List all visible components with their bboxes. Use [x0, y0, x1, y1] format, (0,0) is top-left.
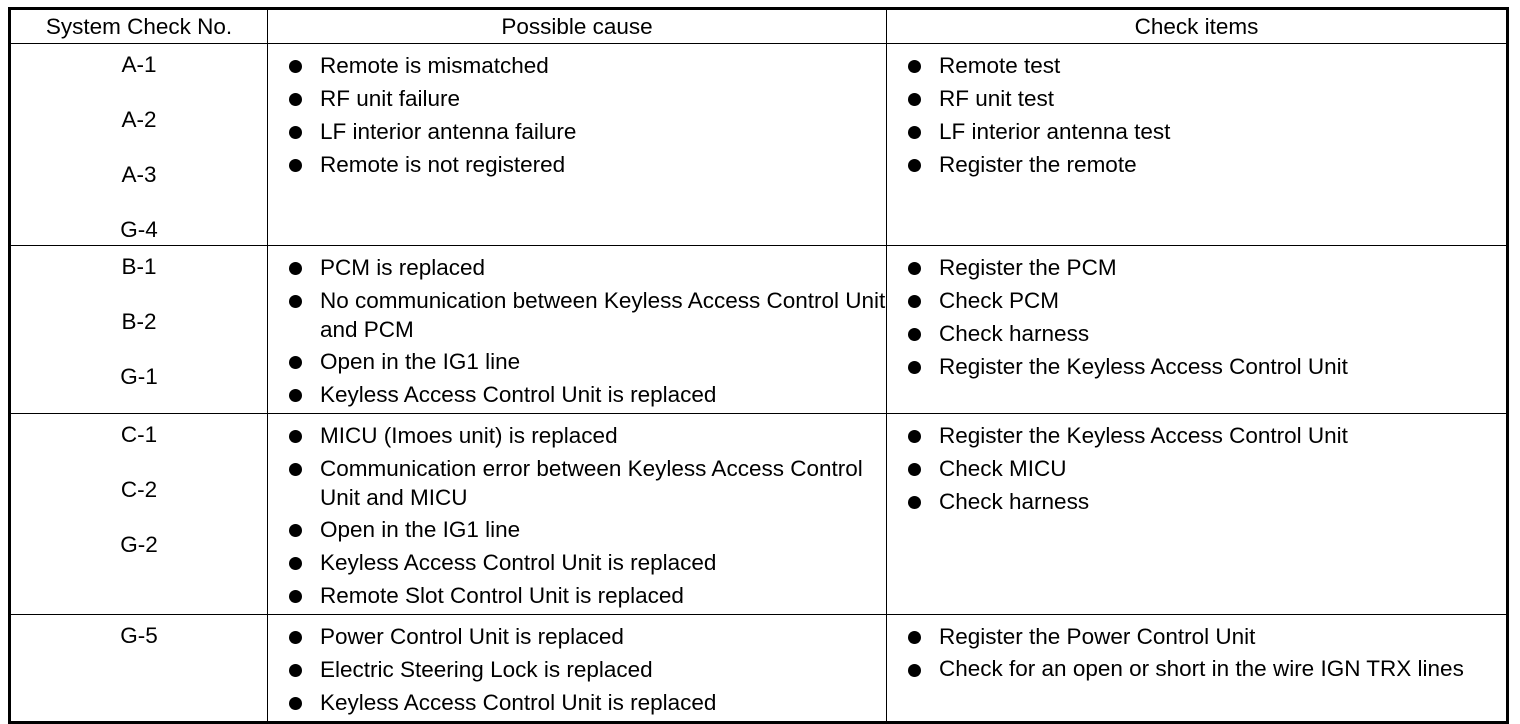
cause-list	[268, 44, 886, 180]
bullet-icon	[908, 93, 921, 106]
bullet-icon	[289, 631, 302, 644]
bullet-icon	[289, 389, 302, 402]
bullet-icon	[908, 463, 921, 476]
system-check-code: C-1	[120, 422, 158, 447]
cause-item: Power Control Unit is replaced	[268, 622, 886, 652]
possible-cause-cell	[268, 246, 887, 414]
check-item: Check PCM	[887, 286, 1506, 316]
possible-cause-cell	[268, 414, 887, 615]
cause-item: Communication error between Keyless Access Control Unit and MICU	[268, 454, 886, 512]
check-item: Check harness	[887, 487, 1506, 517]
check-items-cell	[887, 414, 1508, 615]
cause-list	[268, 414, 886, 611]
check-list	[887, 414, 1506, 517]
bullet-icon	[289, 430, 302, 443]
check-item: Remote test	[887, 51, 1506, 81]
system-check-code: G-1	[120, 364, 158, 389]
bullet-icon	[908, 126, 921, 139]
bullet-icon	[289, 60, 302, 73]
bullet-icon	[908, 496, 921, 509]
cause-item: MICU (Imoes unit) is replaced	[268, 421, 886, 451]
system-check-cell	[10, 615, 268, 723]
check-item: RF unit test	[887, 84, 1506, 114]
bullet-icon	[908, 295, 921, 308]
system-check-code: C-2	[120, 477, 158, 502]
bullet-icon	[908, 361, 921, 374]
cause-item: Keyless Access Control Unit is replaced	[268, 688, 886, 718]
bullet-icon	[289, 126, 302, 139]
bullet-icon	[908, 631, 921, 644]
check-list	[887, 615, 1506, 683]
header-possible-cause: Possible cause	[268, 9, 887, 44]
cause-item: PCM is replaced	[268, 253, 886, 283]
check-items-cell	[887, 44, 1508, 246]
bullet-icon	[289, 93, 302, 106]
system-check-code: A-3	[121, 162, 157, 187]
system-check-code: G-5	[120, 623, 158, 648]
system-check-code: A-1	[121, 52, 157, 77]
table-row	[10, 615, 1508, 723]
check-item: Register the Keyless Access Control Unit	[887, 421, 1506, 451]
bullet-icon	[289, 159, 302, 172]
check-item: Register the Keyless Access Control Unit	[887, 352, 1506, 382]
cause-item: Electric Steering Lock is replaced	[268, 655, 886, 685]
system-check-code: B-1	[121, 254, 157, 279]
check-item: LF interior antenna test	[887, 117, 1506, 147]
possible-cause-cell	[268, 615, 887, 723]
bullet-icon	[908, 262, 921, 275]
bullet-icon	[908, 430, 921, 443]
cause-item: Open in the IG1 line	[268, 347, 886, 377]
check-item: Check MICU	[887, 454, 1506, 484]
table-row	[10, 414, 1508, 615]
bullet-icon	[289, 590, 302, 603]
bullet-icon	[289, 664, 302, 677]
bullet-icon	[289, 463, 302, 476]
bullet-icon	[289, 697, 302, 710]
bullet-icon	[289, 262, 302, 275]
cause-item: Keyless Access Control Unit is replaced	[268, 380, 886, 410]
check-list	[887, 44, 1506, 180]
cause-list	[268, 246, 886, 410]
possible-cause-cell	[268, 44, 887, 246]
cause-item: Keyless Access Control Unit is replaced	[268, 548, 886, 578]
check-item: Register the remote	[887, 150, 1506, 180]
cause-item: Open in the IG1 line	[268, 515, 886, 545]
header-system-check: System Check No.	[10, 9, 268, 44]
table-row	[10, 44, 1508, 246]
system-check-code: G-2	[120, 532, 158, 557]
bullet-icon	[289, 557, 302, 570]
bullet-icon	[908, 60, 921, 73]
bullet-icon	[289, 524, 302, 537]
system-check-table	[8, 7, 1509, 724]
check-item: Check for an open or short in the wire IGN TRX lines	[887, 655, 1506, 683]
bullet-icon	[289, 356, 302, 369]
system-check-code: B-2	[121, 309, 157, 334]
system-check-cell	[10, 44, 268, 246]
cause-item: RF unit failure	[268, 84, 886, 114]
bullet-icon	[289, 295, 302, 308]
system-check-code: G-4	[120, 217, 158, 242]
bullet-icon	[908, 159, 921, 172]
header-row	[10, 9, 1508, 44]
system-check-code: A-2	[121, 107, 157, 132]
check-items-cell	[887, 246, 1508, 414]
cause-item: No communication between Keyless Access Control Unit and PCM	[268, 286, 886, 344]
check-item: Register the PCM	[887, 253, 1506, 283]
bullet-icon	[908, 664, 921, 677]
cause-item: LF interior antenna failure	[268, 117, 886, 147]
cause-item: Remote is not registered	[268, 150, 886, 180]
bullet-icon	[908, 328, 921, 341]
check-item: Register the Power Control Unit	[887, 622, 1506, 652]
system-check-cell	[10, 414, 268, 615]
check-items-cell	[887, 615, 1508, 723]
check-list	[887, 246, 1506, 382]
cause-item: Remote is mismatched	[268, 51, 886, 81]
check-item: Check harness	[887, 319, 1506, 349]
cause-list	[268, 615, 886, 718]
header-check-items: Check items	[887, 9, 1508, 44]
table-row	[10, 246, 1508, 414]
cause-item: Remote Slot Control Unit is replaced	[268, 581, 886, 611]
system-check-cell	[10, 246, 268, 414]
